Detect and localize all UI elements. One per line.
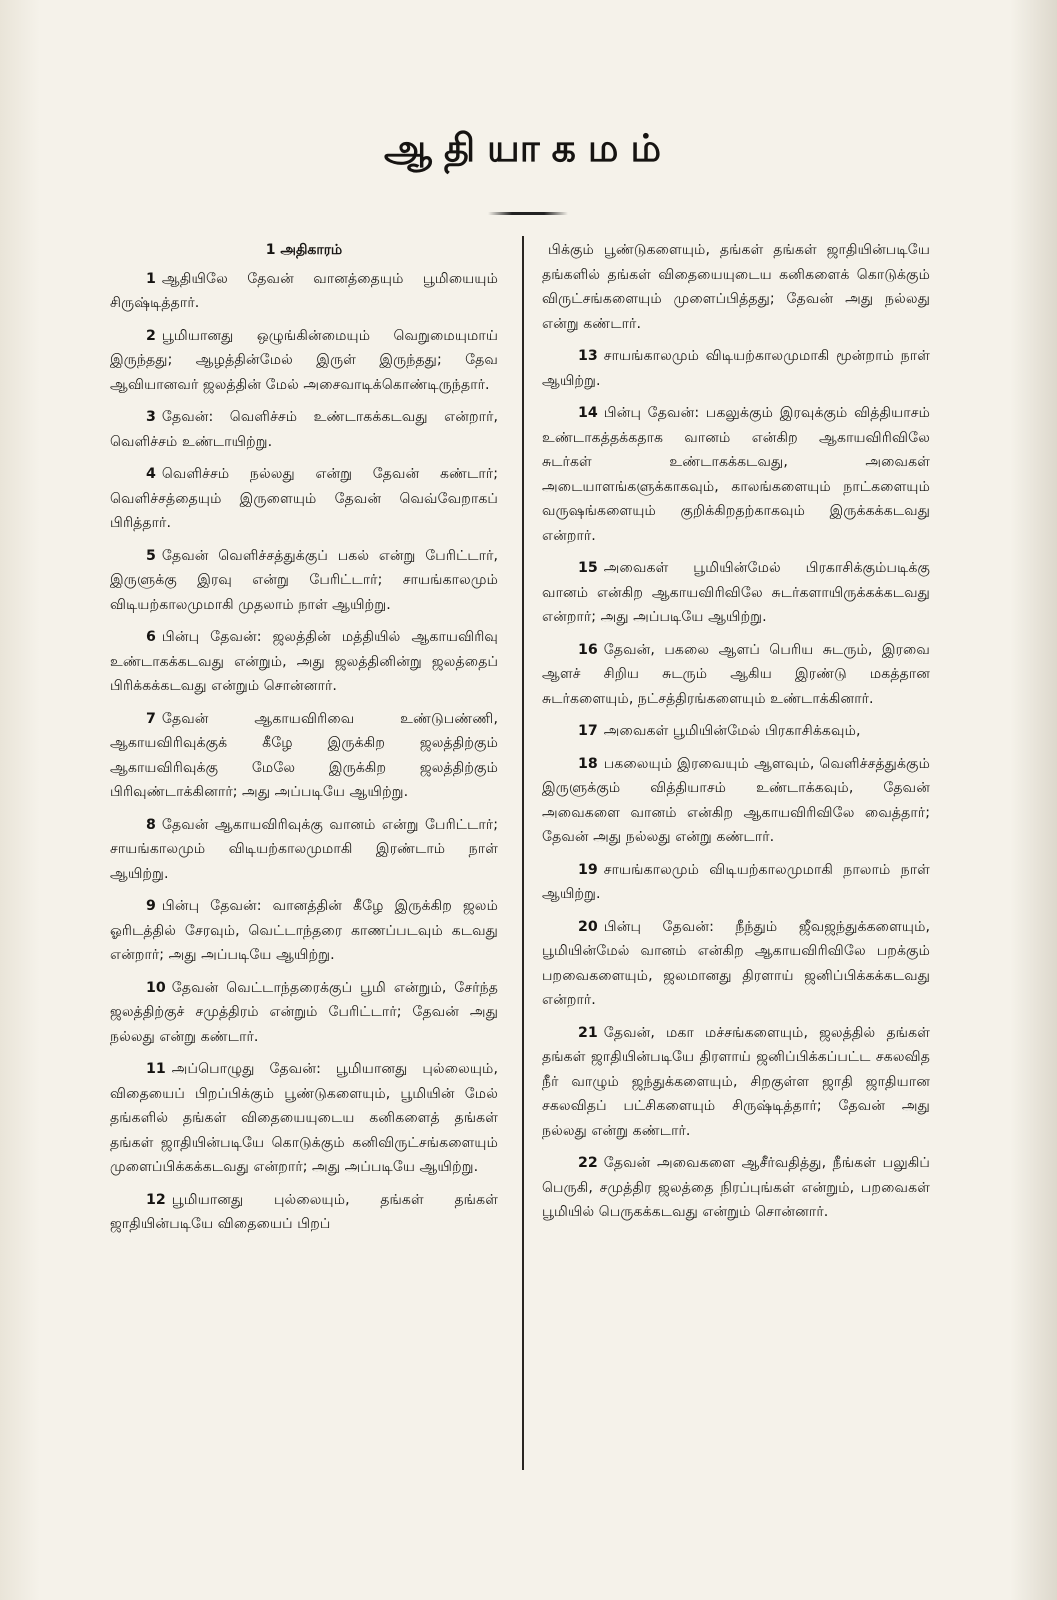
column-divider bbox=[522, 236, 524, 1470]
verse-text: வெளிச்சம் நல்லது என்று தேவன் கண்டார்; வெளிச்சத்தையும் இருளையும் தேவன் வெவ்வேறாகப் பிரித்தார். bbox=[110, 466, 498, 531]
verse bbox=[542, 1151, 930, 1225]
verse-text: பின்பு தேவன்: பகலுக்கும் இரவுக்கும் வித்தியாசம் உண்டாகத்தக்கதாக வானம் என்கிற ஆகாயவிரிவிலே சுடர்கள் உண்டாகக்கடவது, அவைகள் அடையாளங்களுக்காகவும், காலங்களையும் நாட்களையும் வருஷங்களையும் குறிக்கிறதற்காகவும் இருக்கக்கடவது என்றார். bbox=[542, 405, 930, 544]
verse bbox=[110, 976, 498, 1050]
verse-number: 3 bbox=[146, 409, 156, 425]
verse-number: 8 bbox=[146, 816, 156, 833]
verse-text: சாயங்காலமும் விடியற்காலமுமாகி மூன்றாம் நாள் ஆயிற்று. bbox=[542, 348, 930, 389]
verse-number: 22 bbox=[578, 1155, 598, 1171]
verse bbox=[110, 894, 498, 968]
verse bbox=[542, 401, 930, 548]
verse bbox=[110, 625, 498, 699]
verse-number: 11 bbox=[146, 1061, 166, 1077]
verse bbox=[542, 344, 930, 393]
right-verse-list bbox=[542, 238, 930, 1225]
verse-number: 4 bbox=[146, 466, 156, 482]
verse-text: தேவன் ஆகாயவிரிவுக்கு வானம் என்று பேரிட்டார்; சாயங்காலமும் விடியற்காலமுமாகி இரண்டாம் நாள் ஆயிற்று. bbox=[110, 816, 498, 882]
verse-text: பின்பு தேவன்: நீந்தும் ஜீவஜந்துக்களையும், பூமியின்மேல் வானம் என்கிற ஆகாயவிரிவிலே பறக்கும் பறவைகளையும், ஜலமானது திரளாய் ஜனிப்பிக்கக்கடவது என்றார். bbox=[542, 918, 930, 1008]
verse-number: 10 bbox=[146, 979, 166, 996]
verse-text: பூமியானது புல்லையும், தங்கள் தங்கள் ஜாதியின்படியே விதையைப் பிறப் bbox=[110, 1191, 498, 1232]
verse-text: தேவன், பகலை ஆளப் பெரிய சுடரும், இரவை ஆளச் சிறிய சுடரும் ஆகிய இரண்டு மகத்தான சுடர்களையும், நட்சத்திரங்களையும் உண்டாக்கினார். bbox=[542, 641, 930, 707]
verse-text: தேவன்: வெளிச்சம் உண்டாகக்கடவது என்றார், வெளிச்சம் உண்டாயிற்று. bbox=[110, 409, 498, 450]
verse bbox=[110, 1057, 498, 1180]
left-verse-list bbox=[110, 267, 498, 1237]
verse bbox=[110, 707, 498, 805]
verse bbox=[542, 1021, 930, 1144]
verse-text: பகலையும் இரவையும் ஆளவும், வெளிச்சத்துக்கும் இருளுக்கும் வித்தியாசம் உண்டாக்கவும், தேவன் அவைகளை வானம் என்கிற ஆகாயவிரிவிலே வைத்தார்; தேவன் அது நல்லது என்று கண்டார். bbox=[542, 755, 930, 845]
verse bbox=[542, 556, 930, 630]
verse bbox=[542, 858, 930, 907]
verse bbox=[110, 544, 498, 618]
verse-text: ஆதியிலே தேவன் வானத்தையும் பூமியையும் சிருஷ்டித்தார். bbox=[110, 270, 498, 311]
verse-number: 9 bbox=[146, 898, 156, 914]
verse-number: 18 bbox=[578, 755, 598, 772]
verse bbox=[110, 462, 498, 536]
verse bbox=[542, 719, 930, 744]
verse-text: தேவன் ஆகாயவிரிவை உண்டுபண்ணி, ஆகாயவிரிவுக்குக் கீழே இருக்கிற ஜலத்திற்கும் ஆகாயவிரிவுக்கு மேலே இருக்கிற ஜலத்திற்கும் பிரிவுண்டாக்கினார்; அது அப்படியே ஆயிற்று. bbox=[110, 710, 498, 800]
verse-text: தேவன், மகா மச்சங்களையும், ஜலத்தில் தங்கள் தங்கள் ஜாதியின்படியே திரளாய் ஜனிப்பிக்கப்பட்ட சகலவித நீர் வாழும் ஜந்துக்களையும், சிறகுள்ள ஜாதி ஜாதியான சகலவிதப் பட்சிகளையும் சிருஷ்டித்தார்; தேவன் அது நல்லது என்று கண்டார். bbox=[542, 1024, 930, 1139]
verse-text: அப்பொழுது தேவன்: பூமியானது புல்லையும், விதையைப் பிறப்பிக்கும் பூண்டுகளையும், பூமியின் மேல் தங்களில் தங்கள் விதையையுடைய கனிகளைத் தங்கள் தங்கள் ஜாதியின்படியே கொடுக்கும் கனிவிருட்சங்களையும் முளைப்பிக்கக்கடவது என்றார்; அது அப்படியே ஆயிற்று. bbox=[110, 1061, 498, 1175]
verse-number: 14 bbox=[578, 405, 598, 421]
verse-text: அவைகள் பூமியின்மேல் பிரகாசிக்கும்படிக்கு வானம் என்கிற ஆகாயவிரிவிலே சுடர்களாயிருக்கக்கடவது என்றார்; அது அப்படியே ஆயிற்று. bbox=[542, 560, 930, 625]
verse bbox=[542, 238, 930, 336]
verse-number: 16 bbox=[578, 641, 598, 658]
verse-number: 5 bbox=[146, 547, 156, 564]
verse bbox=[110, 813, 498, 887]
verse-number: 13 bbox=[578, 348, 598, 364]
verse-number: 15 bbox=[578, 560, 598, 576]
book-title: ஆதியாகமம் bbox=[383, 126, 674, 170]
verse-number: 21 bbox=[578, 1024, 598, 1041]
verse-text: பின்பு தேவன்: வானத்தின் கீழே இருக்கிற ஜலம் ஓரிடத்தில் சேரவும், வெட்டாந்தரை காணப்படவும் கடவது என்றார்; அது அப்படியே ஆயிற்று. bbox=[110, 898, 498, 963]
verse-text: தேவன் வெட்டாந்தரைக்குப் பூமி என்றும், சேர்ந்த ஜலத்திற்குச் சமுத்திரம் என்றும் பேரிட்டார்; தேவன் அது நல்லது என்று கண்டார். bbox=[110, 979, 498, 1045]
verse-number: 19 bbox=[578, 861, 598, 878]
verse bbox=[542, 638, 930, 712]
verse bbox=[110, 1188, 498, 1237]
verse bbox=[110, 267, 498, 316]
verse-number: 12 bbox=[146, 1191, 166, 1208]
left-column bbox=[110, 238, 498, 1473]
verse-text: தேவன் அவைகளை ஆசீர்வதித்து, நீங்கள் பலுகிப் பெருகி, சமுத்திர ஜலத்தை நிரப்புங்கள் என்றும், பறவைகள் பூமியில் பெருகக்கடவது என்றும் சொன்னார். bbox=[542, 1155, 930, 1220]
verse-text: பின்பு தேவன்: ஜலத்தின் மத்தியில் ஆகாயவிரிவு உண்டாகக்கடவது என்றும், அது ஜலத்தினின்று ஜலத்தைப் பிரிக்கக்கடவது என்றும் சொன்னார். bbox=[110, 629, 498, 694]
verse-number: 7 bbox=[146, 710, 156, 727]
chapter-heading: 1 அதிகாரம் bbox=[265, 242, 343, 258]
verse-number: 2 bbox=[146, 327, 156, 344]
right-column bbox=[542, 238, 930, 1473]
verse bbox=[542, 915, 930, 1013]
verse-text: பூமியானது ஒழுங்கின்மையும் வெறுமையுமாய் இருந்தது; ஆழத்தின்மேல் இருள் இருந்தது; தேவ ஆவியானவர் ஜலத்தின் மேல் அசைவாடிக்கொண்டிருந்தார். bbox=[110, 327, 498, 393]
verse-number: 17 bbox=[578, 723, 598, 739]
verse-text: தேவன் வெளிச்சத்துக்குப் பகல் என்று பேரிட்டார், இருளுக்கு இரவு என்று பேரிட்டார்; சாயங்காலமும் விடியற்காலமுமாகி முதலாம் நாள் ஆயிற்று. bbox=[110, 547, 498, 613]
verse-number: 1 bbox=[146, 270, 156, 287]
verse-text: சாயங்காலமும் விடியற்காலமுமாகி நாலாம் நாள் ஆயிற்று. bbox=[542, 861, 930, 902]
verse-text: அவைகள் பூமியின்மேல் பிரகாசிக்கவும், bbox=[603, 723, 861, 739]
verse-number: 20 bbox=[578, 918, 598, 935]
verse-number: 6 bbox=[146, 629, 156, 645]
verse-text: பிக்கும் பூண்டுகளையும், தங்கள் தங்கள் ஜாதியின்படியே தங்களில் தங்கள் விதையையுடைய கனிகளைக் கொடுக்கும் விருட்சங்களையும் முளைப்பித்தது; தேவன் அது நல்லது என்று கண்டார். bbox=[542, 242, 930, 332]
verse bbox=[110, 324, 498, 398]
verse bbox=[110, 405, 498, 454]
verse bbox=[542, 752, 930, 850]
title-ornament-divider bbox=[488, 212, 568, 215]
